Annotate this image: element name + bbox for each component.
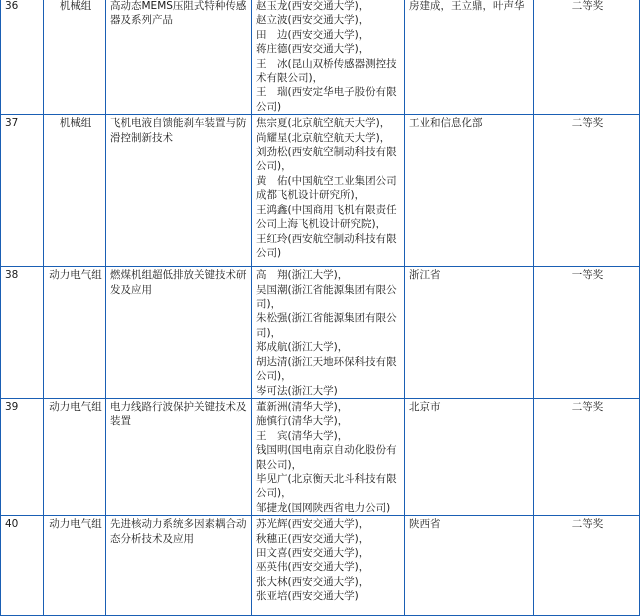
person: 高 翔(浙江大学)， (256, 269, 349, 282)
person: 田 边(西安交通大学)， (256, 28, 370, 41)
person: 蒋庄德(西安交通大学)， (256, 43, 370, 56)
row-number: 40 (1, 516, 44, 616)
row-nominator: 房建成，王立鼎，叶声华 (405, 0, 534, 115)
row-nominator: 北京市 (405, 398, 534, 515)
person: 刘劲松(西安航空制动科技有限公司)， (256, 146, 397, 173)
person: 赵玉龙(西安交通大学)， (256, 0, 370, 12)
person: 毕见广(北京衡天北斗科技有限公司)， (256, 472, 397, 500)
table-row (1, 516, 640, 616)
row-group: 动力电气组 (44, 267, 106, 399)
row-number: 37 (1, 115, 44, 267)
row-people (252, 516, 405, 616)
row-number: 38 (1, 267, 44, 399)
table-row (1, 115, 640, 267)
person: 郑成航(浙江大学)， (256, 341, 349, 354)
row-nominator: 浙江省 (405, 267, 534, 399)
person: 岑可法(浙江大学) (256, 384, 338, 397)
row-award: 二等奖 (534, 0, 640, 115)
person: 邹捷龙(国网陕西省电力公司) (256, 501, 391, 514)
person: 张大林(西安交通大学)， (256, 575, 370, 588)
person: 王 瑞(西安定华电子股份有限公司) (256, 86, 397, 113)
row-project: 燃煤机组超低排放关键技术研发及应用 (106, 267, 252, 399)
table-row (1, 0, 640, 115)
row-number: 36 (1, 0, 44, 115)
person: 胡达清(浙江天地环保科技有限公司)， (256, 355, 397, 383)
person: 田文喜(西安交通大学)， (256, 546, 370, 559)
person: 王 冰(昆山双桥传感器测控技术有限公司)， (256, 57, 397, 85)
person: 张亚培(西安交通大学) (256, 590, 359, 603)
person: 董新洲(清华大学)， (256, 400, 349, 413)
person: 施慎行(清华大学)， (256, 415, 349, 428)
person: 王鸿鑫(中国商用飞机有限责任公司上海飞机设计研究院)， (256, 203, 397, 231)
person: 王红玲(西安航空制动科技有限公司) (256, 232, 397, 259)
person: 秋穗正(西安交通大学)， (256, 532, 370, 545)
row-group: 机械组 (44, 0, 106, 115)
person: 赵立波(西安交通大学)， (256, 14, 370, 27)
row-project: 先进核动力系统多因素耦合动态分析技术及应用 (106, 516, 252, 616)
row-award: 二等奖 (534, 398, 640, 515)
person: 尚耀星(北京航空航天大学)， (256, 131, 391, 144)
person: 黄 佑(中国航空工业集团公司成都飞机设计研究所)， (256, 174, 397, 202)
row-nominator: 陕西省 (405, 516, 534, 616)
row-people (252, 0, 405, 115)
row-group: 动力电气组 (44, 398, 106, 515)
row-award: 二等奖 (534, 516, 640, 616)
table-row (1, 398, 640, 515)
person: 焦宗夏(北京航空航天大学)， (256, 117, 391, 130)
person: 巫英伟(西安交通大学)， (256, 561, 370, 574)
row-award: 一等奖 (534, 267, 640, 399)
row-award: 二等奖 (534, 115, 640, 267)
row-project: 飞机电液自馈能刹车装置与防滑控制新技术 (106, 115, 252, 267)
person: 王 宾(清华大学)， (256, 429, 349, 442)
row-project: 电力线路行波保护关键技术及装置 (106, 398, 252, 515)
table-row (1, 267, 640, 399)
row-group: 机械组 (44, 115, 106, 267)
row-project: 高动态MEMS压阻式特种传感器及系列产品 (106, 0, 252, 115)
row-people (252, 267, 405, 399)
person: 朱松强(浙江省能源集团有限公司)， (256, 312, 397, 339)
person: 吴国潮(浙江省能源集团有限公司)， (256, 283, 397, 311)
row-nominator: 工业和信息化部 (405, 115, 534, 267)
person: 苏光辉(西安交通大学)， (256, 518, 370, 531)
row-people (252, 398, 405, 515)
row-group: 动力电气组 (44, 516, 106, 616)
row-number: 39 (1, 398, 44, 515)
row-people (252, 115, 405, 267)
person: 钱国明(国电南京自动化股份有限公司)， (256, 444, 397, 471)
